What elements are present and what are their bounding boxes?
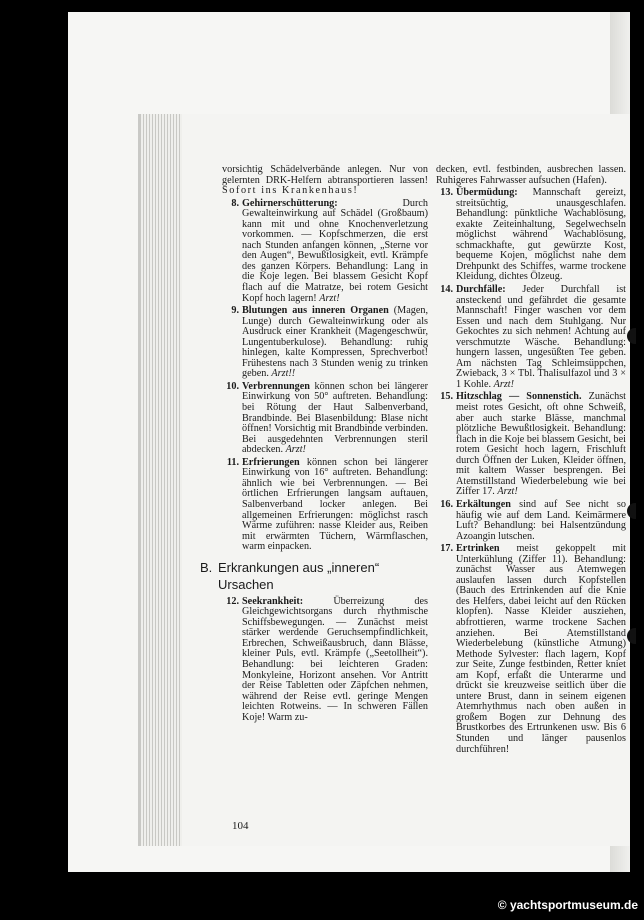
entry-title: Verbrennungen — [242, 380, 310, 392]
thumb-index-marker — [627, 328, 636, 344]
entry-text: Jeder Durchfall ist ansteckend und gefährdet die gesamte Mannschaft! Finger waschen vor dem Essen und nach dem Stuhlgang. Nur Gekochtes zu sich nehmen! Achtung auf verschmutzte Wäsche. Behandlung: hungern lassen, ungesüßten Tee geben. Am nächsten Tag Schleimsüppchen, Zwieback, 3 × Tbl. Thalisulfazol und 3 × 1 Kohle. — [456, 284, 626, 390]
right-column — [436, 165, 626, 757]
entry-14 — [436, 285, 626, 390]
entry-number: 17. — [440, 543, 453, 555]
left-intro-paragraph — [222, 165, 428, 197]
entry-15 — [436, 392, 626, 497]
entry-number: 13. — [440, 187, 453, 199]
entry-title: Hitzschlag — Sonnenstich. — [456, 391, 582, 403]
page-number: 104 — [232, 820, 249, 832]
entry-text: können schon bei längerer Einwirkung von 16° auftreten. Behandlung: ähnlich wie bei Verbrennungen. — Bei örtlichen Erfrierungen langsam auftauen, Salbenverband locker anlegen. Bei allgemeinen Erfrierungen: möglichst rasch Wärme zuführen: nasse Kleider aus, Reiben mit erwärmten Tüchern, Wärmflaschen, warm einpacken. — [242, 456, 428, 553]
entry-text: Überreizung des Gleichgewichtsorgans durch rhythmische Schiffsbewegungen. — Zunächst meist stärker werdende Geruchsempfindlichkeit, Erbrechen, Schweißausbruch, dann Blässe, kleiner Puls, evtl. Krämpfe („Seetollheit“). Behandlung: bei leichteren Graden: Monkyleine, Horizont ansehen. Vor Antritt der Reise Tabletten oder Zäpfchen nehmen, während der Reise evtl. geringe Mengen leichten Rotweins. — In schweren Fällen Koje! Warm zu- — [242, 595, 428, 723]
entry-end: Arzt!! — [271, 368, 296, 380]
entry-end: Arzt! — [497, 486, 518, 498]
entry-text: können schon bei längerer Einwirkung von 50° auftreten. Behandlung: bei Rötung der Haut Salbenverband, Brandbinde. Bei Blasenbildung: Blase nicht öffnen! Vorsichtig mit Brandbinde verbinden. Bei ausgedehnten Verbrennungen steril abdecken. — [242, 380, 428, 456]
entry-16 — [436, 500, 626, 542]
entry-9 — [222, 306, 428, 380]
entry-title: Durchfälle: — [456, 284, 506, 296]
thumb-index-marker — [627, 503, 636, 519]
entry-text: Zunächst meist rotes Gesicht, oft ohne Schweiß, aber auch starke Blässe, manchmal plötzliche Bewußtlosigkeit. Behandlung: flach in die Koje bei blassem Gesicht, bei rotem Gesicht hoch lagern, Frischluft durch Öffnen der Luken, Kleider öffnen, mit kaltem Wasser besprengen. Bei Atemstillstand Wiederbelebung wie bei Ziffer 17. — [456, 391, 626, 498]
left-column — [200, 164, 429, 725]
entry-title: Erfrierungen — [242, 456, 300, 468]
entry-number: 12. — [226, 595, 239, 607]
entry-17 — [436, 544, 626, 755]
entry-text: sind auf See nicht so häufig wie auf dem Land. Keimärmere Luft? Behandlung: bei Halsentzündung Azoangin lutschen. — [456, 498, 626, 542]
entry-title: Erkältungen — [456, 498, 511, 510]
entry-number: 16. — [440, 498, 453, 510]
entry-title: Ertrinken — [456, 543, 500, 555]
page-edges — [140, 114, 182, 846]
thumb-index-marker — [627, 628, 636, 644]
watermark: © yachtsportmuseum.de — [497, 898, 638, 912]
section-title-line2: Ursachen — [218, 576, 274, 592]
entry-text: meist gekoppelt mit Unterkühlung (Ziffer 11). Behandlung: zunächst Wasser aus Atemwegen auslaufen lassen durch Kopfstellen (Bauch des Ertrinkenden auf die Knie des Helfers, dabei leicht auf den Rücken klopfen). Nasse Kleider ausziehen, abfrottieren, warme trockene Sachen anziehen. Bei Atemstillstand Wiederbelebung (künstliche Atmung) Methode Sylvester: flach lagern, Kopf zur Seite, Zunge festbinden, Retter kniet am Kopf, erfaßt die Unterarme und drückt sie kreuzweise seitlich über die untere Brust, dann in seinem eigenen Atemrhythmus nach oben außen in großem Bogen zur Dehnung des Brustkorbes des Ertrunkenen usw. Bis 6 Stunden und länger pausenlos durchführen! — [456, 543, 626, 755]
section-title-line1: Erkrankungen aus „inneren“ — [218, 559, 380, 575]
entry-title: Gehirnerschütterung: — [242, 197, 338, 209]
section-letter: B. — [200, 559, 213, 575]
entry-10 — [222, 382, 428, 456]
entry-8 — [222, 199, 428, 304]
left-intro-text: vorsichtig Schädelverbände anlegen. Nur von gelernten DRK-Helfern abtransportieren lassen! — [222, 164, 428, 186]
entry-end: Arzt! — [493, 378, 515, 390]
entry-number: 8. — [231, 197, 239, 209]
entry-number: 15. — [440, 391, 453, 403]
entry-title: Blutungen aus inneren Organen — [242, 305, 389, 317]
section-heading — [200, 559, 428, 593]
entry-number: 14. — [440, 284, 453, 296]
right-intro-paragraph: decken, evtl. festbinden, ausbrechen lassen. Ruhigeres Fahrwasser aufsuchen (Hafen). — [436, 164, 626, 186]
entry-number: 9. — [231, 305, 239, 317]
entry-title: Übermüdung: — [456, 187, 518, 199]
entry-12 — [222, 597, 428, 724]
entry-text: (Magen, Lunge) durch Gewalteinwirkung oder als Ausdruck einer Krankheit (Magengeschwür, Lungentuberkulose). Behandlung: ruhig hinlegen, kalte Kompressen, Sprechverbot! Frühestens nach 3 Stunden wenig zu trinken geben. — [242, 305, 429, 380]
entry-end: Arzt! — [285, 444, 306, 456]
left-intro-spaced-text: Sofort ins Krankenhaus! — [222, 185, 359, 197]
entry-13 — [436, 188, 626, 283]
entry-end: Arzt! — [319, 292, 340, 304]
entry-text: Mannschaft gereizt, streitsüchtig, unausgeschlafen. Behandlung: pünktliche Wachablösung, exakte Zeiteinhaltung, Segelwechseln möglichst während Wachablösung, schmackhafte, gut gewürzte Kost, bequeme Kojen, möglichst nahe dem Drehpunkt des Schiffes, warme trockene Kleidung, dichtes Ölzeug. — [456, 187, 626, 283]
entry-number: 10. — [226, 380, 239, 392]
entry-number: 11. — [226, 456, 239, 468]
entry-text: Durch Gewalteinwirkung auf Schädel (Großbaum) kann mit und ohne Knochenverletzung vorkommen. — Kopfschmerzen, die erst nach Stunden anfangen können, „Sterne vor den Augen“, Bewußtlosigkeit, evtl. Krämpfe des ganzen Körpers. Behandlung: Lang in die Koje legen. Bei blassem Gesicht Kopf flach auf die Matratze, bei rotem Gesicht Kopf hoch lagern! — [242, 197, 428, 304]
entry-title: Seekrankheit: — [242, 595, 304, 607]
entry-11 — [222, 458, 428, 553]
